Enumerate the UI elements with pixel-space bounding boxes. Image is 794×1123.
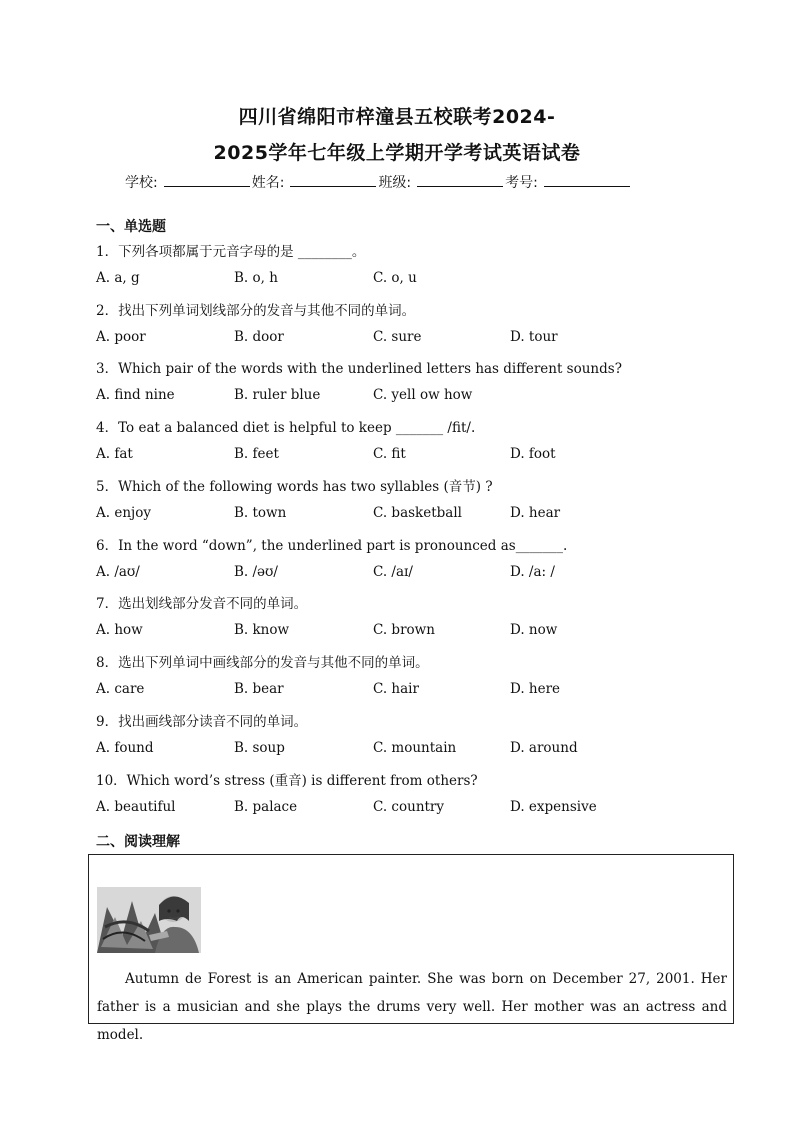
question-7-options: [96, 622, 696, 642]
option-b[interactable]: B. feet: [234, 446, 279, 462]
question-6: 6．In the word “down”, the underlined part is pronounced as_______.: [96, 538, 568, 554]
option-b[interactable]: B. town: [234, 505, 287, 521]
option-a[interactable]: A. care: [96, 681, 145, 697]
question-8-options: [96, 681, 696, 701]
question-1-options: [96, 270, 696, 290]
exam-number-label: 考号:: [505, 175, 538, 191]
school-field[interactable]: [164, 172, 250, 187]
option-c[interactable]: C. mountain: [373, 740, 457, 756]
question-6-options: [96, 564, 696, 584]
question-5: 5．Which of the following words has two syllables (音节) ?: [96, 479, 493, 495]
option-d[interactable]: D. expensive: [510, 799, 597, 815]
option-b[interactable]: B. bear: [234, 681, 284, 697]
reading-passage-text: Autumn de Forest is an American painter. She was born on December 27, 2001. Her father is a musician and she plays the drums very well. Her mother was an actress and model.: [97, 971, 727, 1043]
option-a[interactable]: A. found: [96, 740, 154, 756]
option-d[interactable]: D. /a: /: [510, 564, 555, 580]
question-4: 4．To eat a balanced diet is helpful to keep _______ /fit/.: [96, 420, 476, 436]
class-field[interactable]: [417, 172, 503, 187]
option-b[interactable]: B. /əʊ/: [234, 564, 278, 580]
option-d[interactable]: D. tour: [510, 329, 558, 345]
option-a[interactable]: A. a, g: [96, 270, 140, 286]
student-info-row: [125, 172, 632, 192]
option-a[interactable]: A. how: [96, 622, 143, 638]
option-b[interactable]: B. palace: [234, 799, 298, 815]
option-c[interactable]: C. country: [373, 799, 445, 815]
option-a[interactable]: A. find nine: [96, 387, 175, 403]
question-7: 7．选出划线部分发音不同的单词。: [96, 596, 308, 612]
option-a[interactable]: A. fat: [96, 446, 133, 462]
option-a[interactable]: A. enjoy: [96, 505, 151, 521]
reading-passage-box: [88, 854, 734, 1043]
option-c[interactable]: C. fit: [373, 446, 406, 462]
option-d[interactable]: D. hear: [510, 505, 561, 521]
option-b[interactable]: B. know: [234, 622, 290, 638]
option-c[interactable]: C. /aɪ/: [373, 564, 413, 580]
option-d[interactable]: D. here: [510, 681, 561, 697]
section-heading-single-choice: 一、单选题: [96, 219, 166, 235]
section-heading-reading: 二、阅读理解: [96, 834, 180, 850]
option-c[interactable]: C. brown: [373, 622, 435, 638]
option-b[interactable]: B. soup: [234, 740, 285, 756]
question-2: 2．找出下列单词划线部分的发音与其他不同的单词。: [96, 303, 416, 319]
question-10: 10．Which word’s stress (重音) is different from others?: [96, 773, 478, 789]
school-label: 学校:: [125, 175, 158, 191]
question-9-options: [96, 740, 696, 760]
class-label: 班级:: [378, 175, 412, 191]
option-b[interactable]: B. ruler blue: [234, 387, 321, 403]
option-d[interactable]: D. foot: [510, 446, 556, 462]
name-field[interactable]: [290, 172, 376, 187]
name-label: 姓名:: [251, 175, 285, 191]
question-8: 8．选出下列单词中画线部分的发音与其他不同的单词。: [96, 655, 429, 671]
question-3: 3．Which pair of the words with the underlined letters has different sounds?: [96, 361, 622, 377]
question-9: 9．找出画线部分读音不同的单词。: [96, 714, 308, 730]
option-d[interactable]: D. now: [510, 622, 558, 638]
option-d[interactable]: D. around: [510, 740, 578, 756]
question-2-options: [96, 329, 696, 349]
question-1: 1．下列各项都属于元音字母的是 ________。: [96, 244, 366, 260]
option-c[interactable]: C. hair: [373, 681, 419, 697]
option-a[interactable]: A. poor: [96, 329, 146, 345]
option-c[interactable]: C. sure: [373, 329, 422, 345]
option-b[interactable]: B. door: [234, 329, 284, 345]
exam-title-line1: 四川省绵阳市梓潼县五校联考2024-: [238, 106, 556, 128]
option-c[interactable]: C. o, u: [373, 270, 417, 286]
exam-number-field[interactable]: [544, 172, 630, 187]
question-3-options: [96, 387, 696, 407]
option-a[interactable]: A. beautiful: [96, 799, 176, 815]
question-10-options: [96, 799, 696, 819]
option-c[interactable]: C. basketball: [373, 505, 462, 521]
question-4-options: [96, 446, 696, 466]
option-c[interactable]: C. yell ow how: [373, 387, 473, 403]
option-b[interactable]: B. o, h: [234, 270, 278, 286]
option-a[interactable]: A. /aʊ/: [96, 564, 140, 580]
exam-title-line2: 2025学年七年级上学期开学考试英语试卷: [213, 142, 581, 164]
painter-photo: [97, 887, 201, 953]
question-5-options: [96, 505, 696, 525]
